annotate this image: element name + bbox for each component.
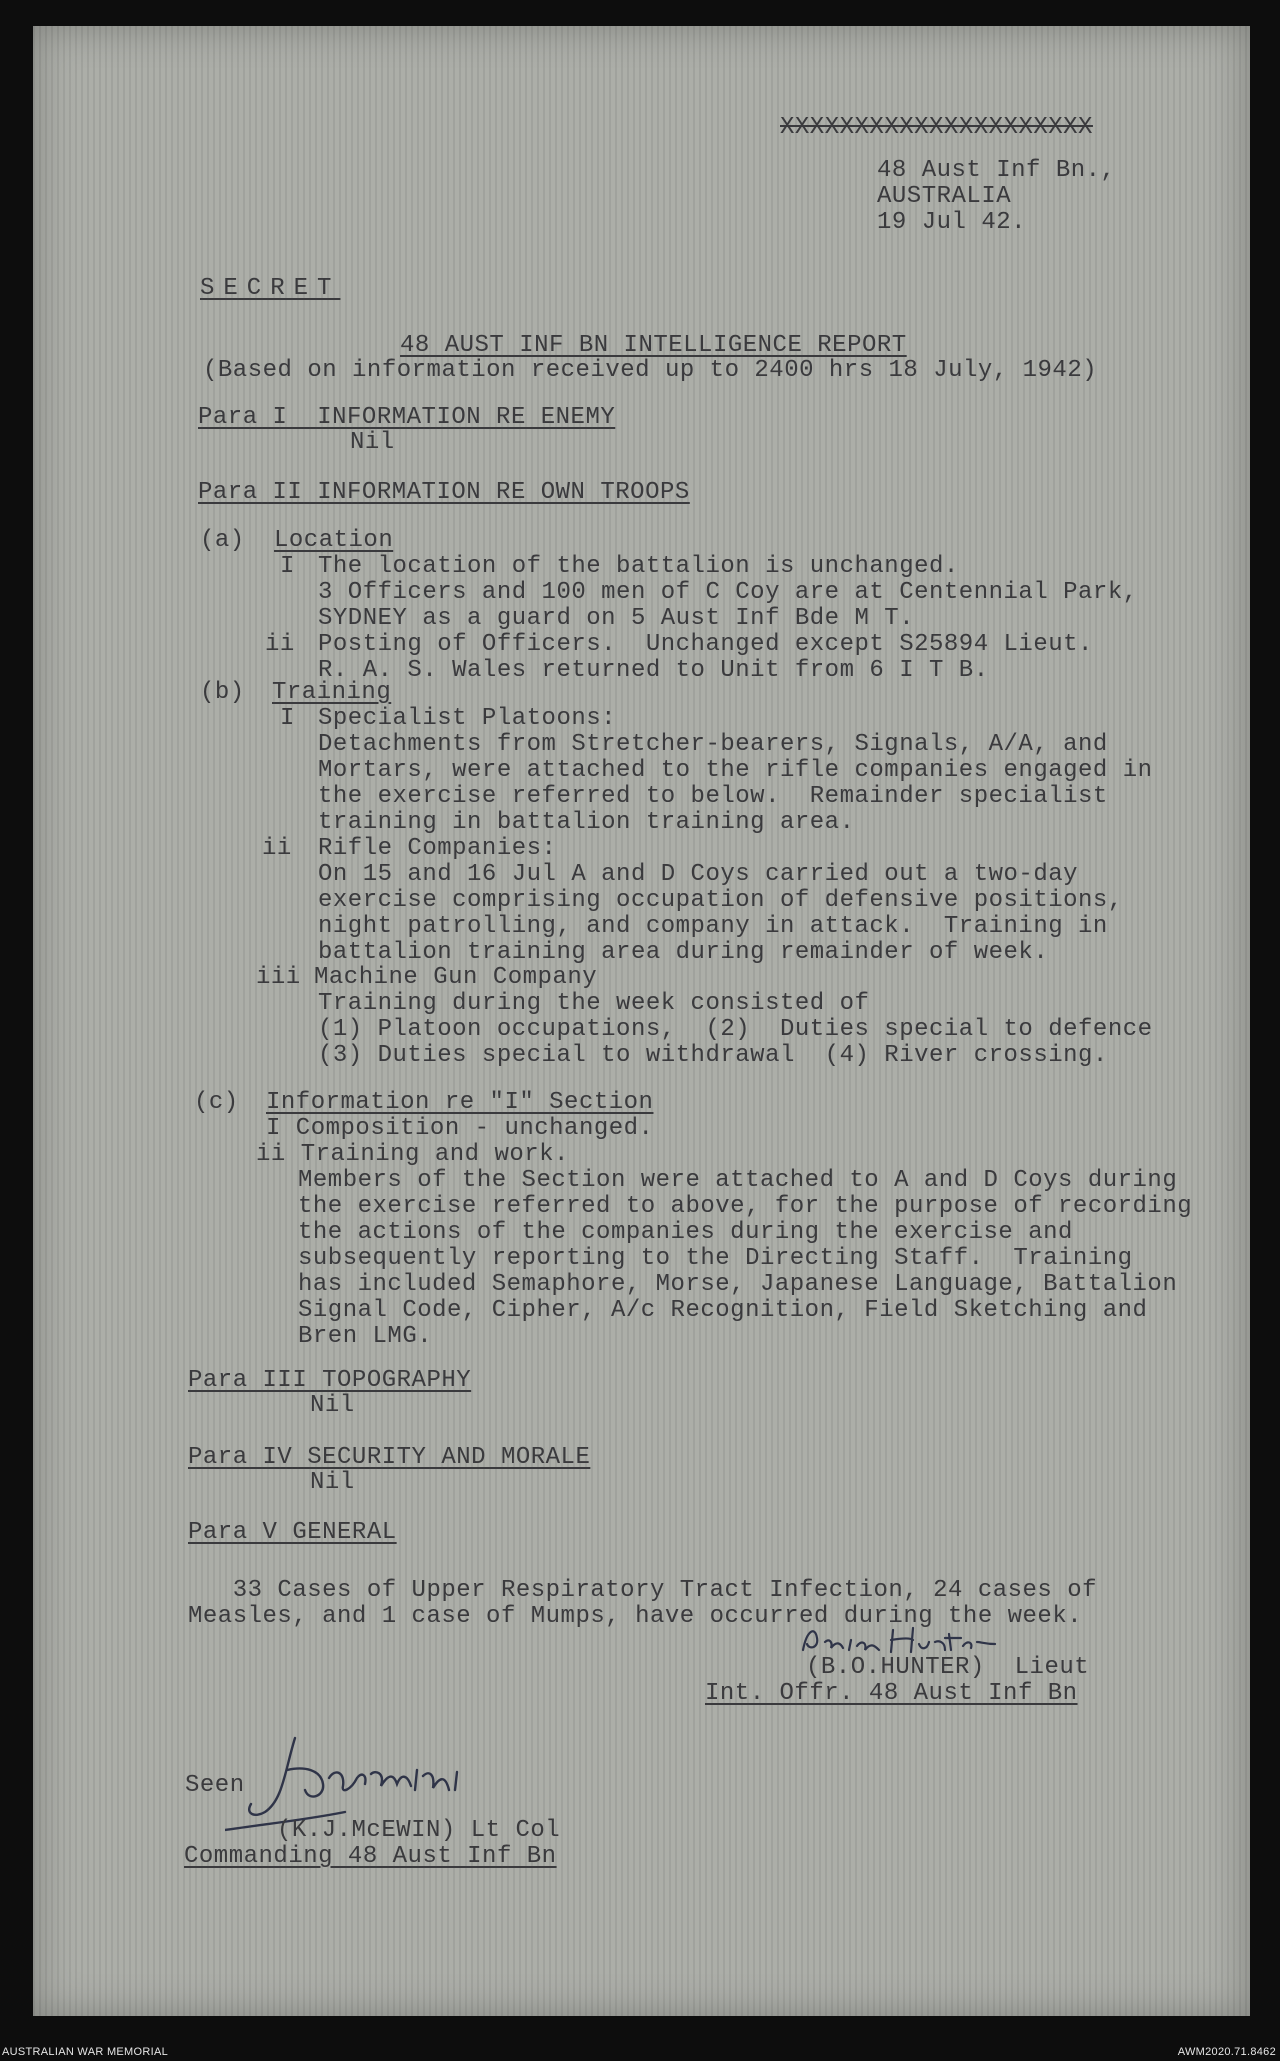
classification-secret: SECRET <box>200 275 341 302</box>
para-4-body: Nil <box>310 1469 355 1496</box>
para-2c-heading: Information re "I" Section <box>266 1089 654 1116</box>
endorsement-name: (K.J.McEWIN) Lt Col <box>277 1817 561 1844</box>
para-2b-ii-marker: ii <box>262 835 292 862</box>
para-2c-ii-line: the actions of the companies during the exercise and <box>298 1219 1073 1246</box>
para-2a-ii-marker: ii <box>265 631 295 658</box>
para-2a-ii-line: R. A. S. Wales returned to Unit from 6 I T B. <box>318 657 989 684</box>
seen-label: Seen <box>185 1772 245 1799</box>
para-5-heading: Para V GENERAL <box>188 1519 397 1546</box>
archive-reference: AWM2020.71.8462 <box>1177 2046 1276 2058</box>
archive-credit: AUSTRALIAN WAR MEMORIAL <box>2 2046 169 2058</box>
para-2b-ii-line: Rifle Companies: <box>318 835 557 862</box>
endorsement-title: Commanding 48 Aust Inf Bn <box>184 1843 557 1870</box>
cancelled-header-line: XXXXXXXXXXXXXXXXXXXXX <box>780 114 1093 141</box>
para-2b-i-line: the exercise referred to below. Remainder specialist <box>318 783 1108 810</box>
para-2b-iii-line: Machine Gun Company <box>314 964 598 991</box>
para-2a-marker: (a) <box>200 527 245 554</box>
header-unit: 48 Aust Inf Bn., <box>877 157 1116 184</box>
para-2b-iii-marker: iii <box>256 964 301 991</box>
para-2b-i-line: Specialist Platoons: <box>318 705 617 732</box>
para-2c-ii-line: has included Semaphore, Morse, Japanese Language, Battalion <box>298 1271 1178 1298</box>
para-2a-heading: Location <box>274 527 394 554</box>
para-2b-iii-line: (3) Duties special to withdrawal (4) River crossing. <box>318 1042 1108 1069</box>
para-2a-i-line: SYDNEY as a guard on 5 Aust Inf Bde M T. <box>318 605 915 632</box>
para-2b-ii-line: exercise comprising occupation of defensive positions, <box>318 887 1123 914</box>
para-1-heading: Para I INFORMATION RE ENEMY <box>198 404 616 431</box>
para-5-line: Measles, and 1 case of Mumps, have occurred during the week. <box>188 1603 1083 1630</box>
report-title: 48 AUST INF BN INTELLIGENCE REPORT <box>400 332 907 359</box>
para-1-body: Nil <box>350 429 395 456</box>
para-2a-i-line: The location of the battalion is unchanged. <box>318 553 959 580</box>
para-5-line: 33 Cases of Upper Respiratory Tract Infection, 24 cases of <box>188 1577 1098 1604</box>
para-2c-ii-line: the exercise referred to above, for the purpose of recording <box>298 1193 1193 1220</box>
para-2-heading: Para II INFORMATION RE OWN TROOPS <box>198 479 690 506</box>
para-3-heading: Para III TOPOGRAPHY <box>188 1367 472 1394</box>
para-2b-i-line: Detachments from Stretcher-bearers, Signals, A/A, and <box>318 731 1108 758</box>
para-3-body: Nil <box>310 1392 355 1419</box>
para-2b-i-line: training in battalion training area. <box>318 809 855 836</box>
para-2b-ii-line: night patrolling, and company in attack. Training in <box>318 913 1108 940</box>
para-2b-i-marker: I <box>280 705 295 732</box>
para-2b-iii-line: Training during the week consisted of <box>318 990 870 1017</box>
para-4-heading: Para IV SECURITY AND MORALE <box>188 1444 591 1471</box>
para-2a-ii-line: Posting of Officers. Unchanged except S25894 Lieut. <box>318 631 1093 658</box>
para-2c-marker: (c) <box>194 1089 239 1116</box>
para-2c-ii-line: Signal Code, Cipher, A/c Recognition, Field Sketching and <box>298 1297 1148 1324</box>
para-2a-i-line: 3 Officers and 100 men of C Coy are at Centennial Park, <box>318 579 1138 606</box>
signatory-title: Int. Offr. 48 Aust Inf Bn <box>705 1680 1078 1707</box>
header-date: 19 Jul 42. <box>877 209 1027 236</box>
para-2b-ii-line: battalion training area during remainder of week. <box>318 939 1049 966</box>
para-2b-iii-line: (1) Platoon occupations, (2) Duties special to defence <box>318 1016 1153 1043</box>
para-2b-i-line: Mortars, were attached to the rifle companies engaged in <box>318 757 1153 784</box>
para-2b-marker: (b) <box>200 679 245 706</box>
para-2c-i: I Composition - unchanged. <box>266 1115 654 1142</box>
para-2b-ii-line: On 15 and 16 Jul A and D Coys carried out a two-day <box>318 861 1079 888</box>
para-2c-ii-line: subsequently reporting to the Directing Staff. Training <box>298 1245 1133 1272</box>
para-2b-heading: Training <box>272 679 392 706</box>
para-2a-i-marker: I <box>280 553 295 580</box>
para-2c-ii-line: Members of the Section were attached to A and D Coys during <box>298 1167 1178 1194</box>
report-subtitle: (Based on information received up to 2400 hrs 18 July, 1942) <box>203 357 1098 384</box>
header-country: AUSTRALIA <box>877 183 1012 210</box>
para-2c-ii-line: Bren LMG. <box>298 1323 433 1350</box>
para-2c-ii: ii Training and work. <box>256 1141 569 1168</box>
signatory-name: (B.O.HUNTER) Lieut <box>806 1654 1090 1681</box>
